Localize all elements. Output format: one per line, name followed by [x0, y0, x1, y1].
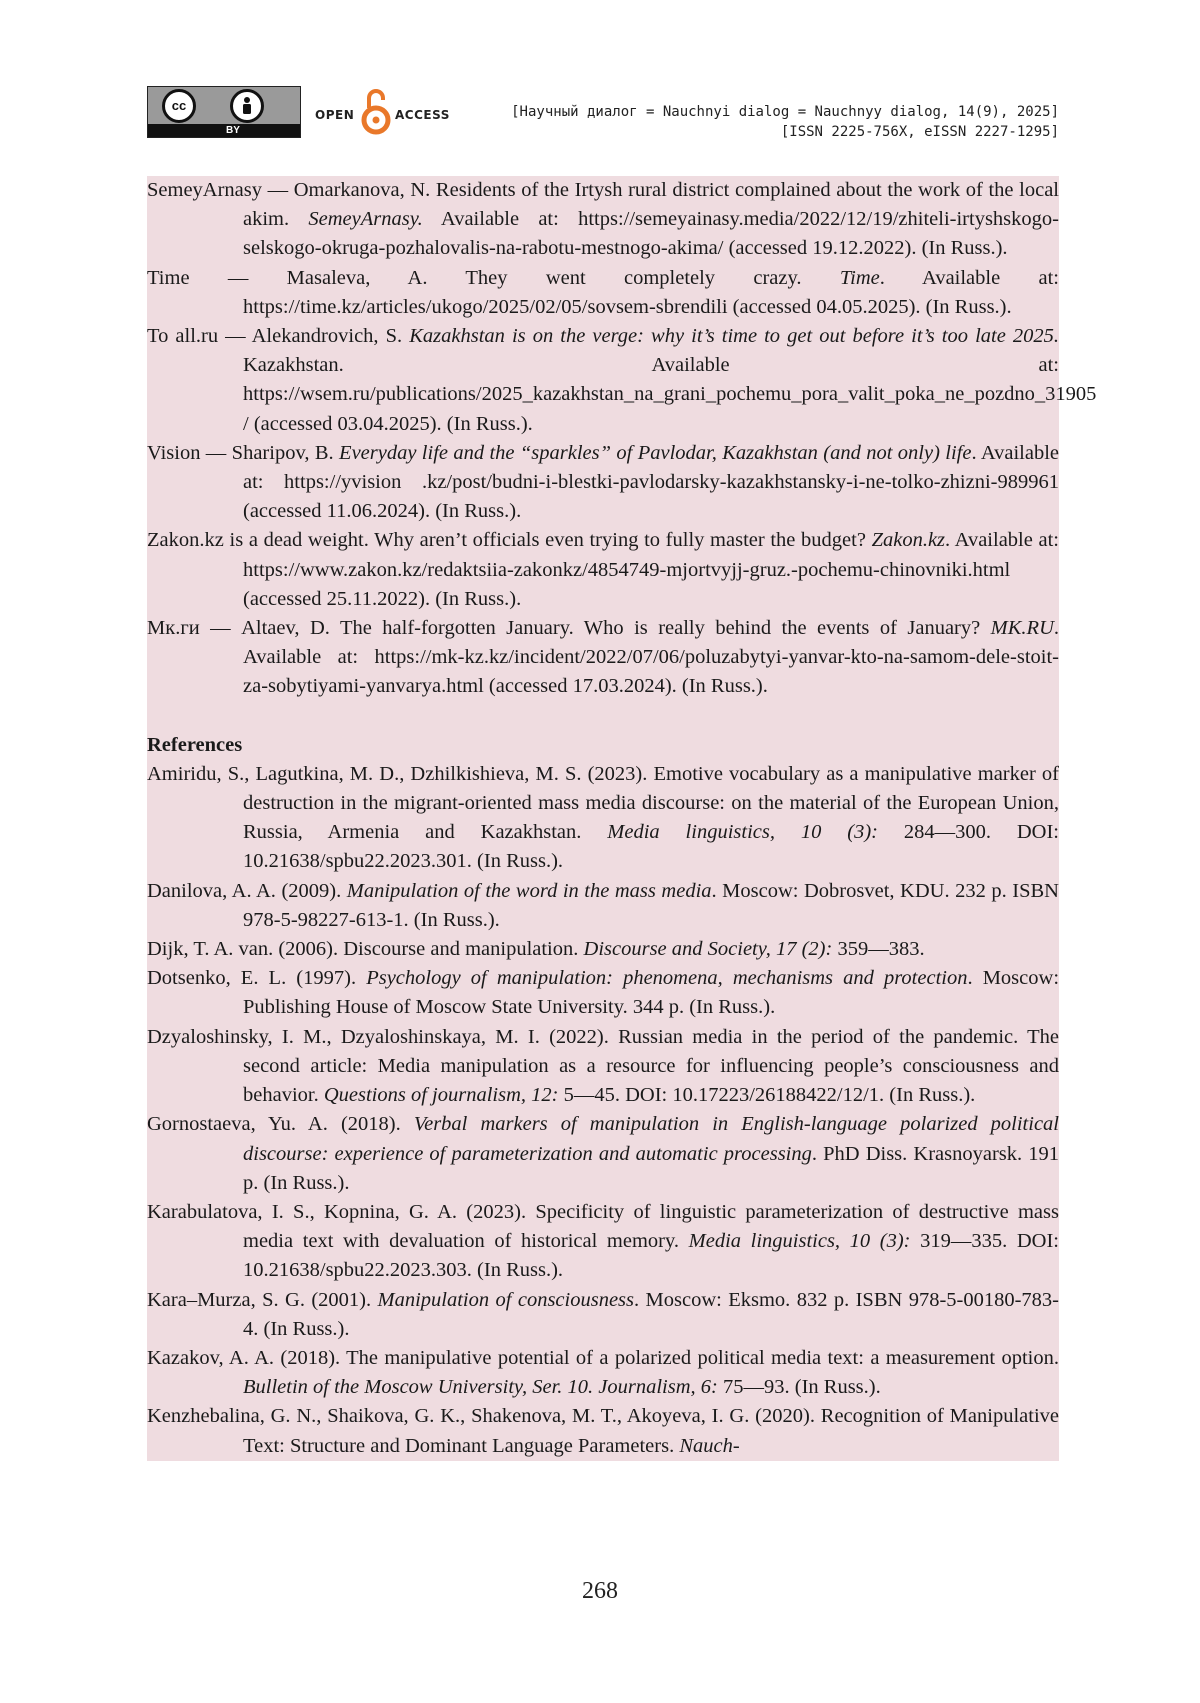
source-entry: SemeyArnasy — Omarkanova, N. Residents of the Irtysh rural district complained about the work of the local akim. SemeyArnasy. Available at: https://semeyainasy.media/2022/12/19/zhiteli-irtyshskogo-selskogo-okruga-pozhalovalis-na-rabotu-mestnogo-akima/ (accessed 19.12.2022). (In Russ.).: [147, 179, 1059, 260]
reference-entry: Gornostaeva, Yu. A. (2018). Verbal markers of manipulation in English-language polarized political discourse: experience of parameterization and automatic processing. PhD Diss. Krasnoyarsk. 191 p. (In Russ.).: [147, 1113, 1060, 1194]
open-access-left-text: OPEN: [315, 108, 355, 122]
license-band: [148, 124, 300, 137]
open-access-lock-icon: [361, 86, 391, 138]
journal-citation: [511, 102, 1059, 142]
source-entry: Time — Masaleva, A. They went completely crazy. Time. Available at: https://time.kz/articles/ukogo/2025/02/05/sovsem-sbrendili (accessed 04.05.2025). (In Russ.).: [147, 266, 1060, 318]
references-list: [147, 760, 1059, 1461]
journal-citation-line2: [ISSN 2225-756X, eISSN 2227-1295]: [780, 124, 1059, 140]
reference-entry: Dijk, T. A. van. (2006). Discourse and manipulation. Discourse and Society, 17 (2): 359—383.: [147, 938, 925, 961]
section-gap: [147, 702, 1059, 731]
open-access-logo: [315, 86, 465, 138]
references-content: [147, 176, 1097, 1461]
source-entry: Zakon.kz is a dead weight. Why aren’t officials even trying to fully master the budget? Zakon.kz. Available at: https://www.zakon.kz/redaktsiia-zakonkz/4854749-mjortvyjj-gruz.-pochemu-chinovniki.html (accessed 25.11.2022). (In Russ.).: [147, 529, 1059, 610]
source-entry: Vision — Sharipov, B. Everyday life and the “sparkles” of Pavlodar, Kazakhstan (and not only) life. Available at: https://yvision .kz/post/budni-i-blestki-pavlodarsky-kazakhstansky-i-ne-tolko-zhizni-989961 (accessed 11.06.2024). (In Russ.).: [147, 441, 1059, 523]
open-access-right-text: ACCESS: [395, 108, 450, 122]
page-header: [147, 86, 1059, 144]
reference-entry: Kazakov, A. A. (2018). The manipulative potential of a polarized political media text: a measurement option. Bulletin of the Moscow University, Ser. 10. Journalism, 6: 75—93. (In Russ.).: [147, 1346, 1059, 1399]
reference-entry: Amiridu, S., Lagutkina, M. D., Dzhilkishieva, M. S. (2023). Emotive vocabulary as a manipulative marker of destruction in the migrant-oriented mass media discourse: on the material of the European Union, Russia, Armenia and Kazakhstan. Media linguistics, 10 (3): 284—300. DOI: 10.21638/spbu22.2023.301. (In Russ.).: [147, 762, 1059, 873]
page-number: 268: [582, 1578, 618, 1604]
reference-entry: Kara–Murza, S. G. (2001). Manipulation of consciousness. Moscow: Eksmo. 832 p. ISBN 978-5-00180-783-4. (In Russ.).: [147, 1288, 1059, 1340]
references-heading: References: [147, 733, 243, 756]
reference-entry: Karabulatova, I. S., Kopnina, G. A. (2023). Specificity of linguistic parameterization of destructive mass media text with devaluation of historical memory. Media linguistics, 10 (3): 319—335. DOI: 10.21638/spbu22.2023.303. (In Russ.).: [147, 1200, 1059, 1282]
reference-entry: Kenzhebalina, G. N., Shaikova, G. K., Shakenova, M. T., Akoyeva, I. G. (2020). Recognition of Manipulative Text: Structure and Dominant Language Parameters. Nauch-: [147, 1405, 1059, 1457]
reference-entry: Danilova, A. A. (2009). Manipulation of the word in the mass media. Moscow: Dobrosvet, KDU. 232 p. ISBN 978-5-98227-613-1. (In Russ.).: [147, 879, 1059, 931]
reference-entry: Dzyaloshinsky, I. M., Dzyaloshinskaya, M. I. (2022). Russian media in the period of the pandemic. The second article: Media manipulation as a resource for influencing people’s consciousness and behavior. Questions of journalism, 12: 5—45. DOI: 10.17223/26188422/12/1. (In Russ.).: [147, 1025, 1059, 1107]
journal-citation-line1: [Научный диалог = Nauchnyi dialog = Nauchnyy dialog, 14(9), 2025]: [511, 104, 1059, 120]
source-entry: Мк.ги — Altaev, D. The half-forgotten January. Who is really behind the events of January? MK.RU. Available at: https://mk-kz.kz/incident/2022/07/06/poluzabytyi-yanvar-kto-na-samom-dele-stoit-za-sobytiyami-yanvarya.html (accessed 17.03.2024). (In Russ.).: [147, 617, 1059, 698]
cc-by-license-badge: [147, 86, 301, 138]
cc-icon: cc: [162, 89, 196, 123]
license-by-label: BY: [226, 125, 240, 136]
person-icon: [230, 89, 264, 123]
sources-list: [147, 176, 1097, 702]
reference-entry: Dotsenko, E. L. (1997). Psychology of manipulation: phenomena, mechanisms and protection. Moscow: Publishing House of Moscow State University. 344 p. (In Russ.).: [147, 967, 1060, 1019]
source-entry: To all.ru — Alekandrovich, S. Kazakhstan is on the verge: why it’s time to get out before it’s too late 2025. Kazakhstan. Available at: https://wsem.ru/publications/2025_kazakhstan_na_grani_pochemu_pora_valit_poka_ne_pozdno_31905 / (accessed 03.04.2025). (In Russ.).: [147, 325, 1097, 435]
